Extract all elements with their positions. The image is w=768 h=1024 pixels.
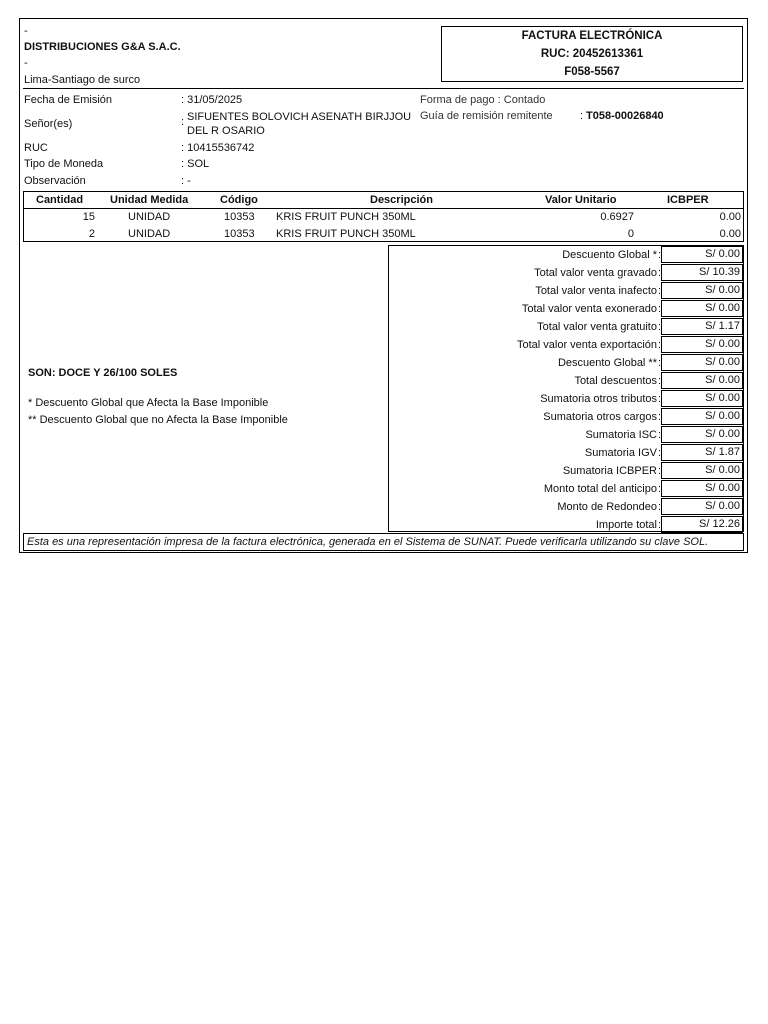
- total-value: S/ 0.00: [661, 480, 743, 497]
- total-colon: :: [657, 483, 661, 495]
- total-row: [389, 300, 743, 318]
- amount-in-words: SON: DOCE Y 26/100 SOLES: [28, 367, 178, 379]
- total-label: Total valor venta gravado: [534, 267, 657, 279]
- document-ruc: RUC: 20452613361: [540, 48, 644, 60]
- total-colon: :: [657, 411, 661, 423]
- total-label: Total valor venta exonerado: [521, 303, 657, 315]
- total-row: [389, 354, 743, 372]
- total-colon: :: [657, 303, 661, 315]
- cell-icbper: 0.00: [719, 211, 741, 223]
- ruc-value: : 10415536742: [181, 142, 255, 154]
- total-row: [389, 390, 743, 408]
- cell-unidad: UNIDAD: [128, 211, 171, 223]
- total-value: S/ 0.00: [661, 498, 743, 515]
- cell-codigo: 10353: [224, 228, 255, 240]
- observacion-label: Observación: [24, 175, 86, 187]
- senor-value-1: SIFUENTES BOLOVICH ASENATH BIRJJOU: [187, 111, 412, 123]
- total-row: [389, 282, 743, 300]
- total-label: Sumatoria IGV: [584, 447, 657, 459]
- total-value: S/ 0.00: [661, 300, 743, 317]
- moneda-value: : SOL: [181, 158, 210, 170]
- header-divider: [23, 88, 744, 89]
- guia-colon: :: [580, 110, 584, 122]
- total-row: [389, 462, 743, 480]
- fecha-value: : 31/05/2025: [181, 94, 243, 106]
- table-row: [24, 209, 743, 226]
- total-colon: :: [657, 357, 661, 369]
- note-descuento-afecta: * Descuento Global que Afecta la Base Imponible: [28, 397, 269, 409]
- total-colon: :: [657, 339, 661, 351]
- total-value: S/ 12.26: [661, 516, 743, 533]
- total-value: S/ 0.00: [661, 372, 743, 389]
- cell-cantidad: 2: [88, 228, 95, 240]
- total-value: S/ 0.00: [661, 354, 743, 371]
- total-value: S/ 1.87: [661, 444, 743, 461]
- items-table: [23, 191, 744, 242]
- total-row: [389, 480, 743, 498]
- total-value: S/ 10.39: [661, 264, 743, 281]
- total-row: [389, 444, 743, 462]
- total-row: [389, 336, 743, 354]
- issuer-line-3: -: [24, 57, 28, 69]
- senor-colon: :: [181, 116, 185, 128]
- total-value: S/ 0.00: [661, 336, 743, 353]
- total-label: Sumatoria ISC: [585, 429, 657, 441]
- total-label: Total valor venta gratuito: [537, 321, 657, 333]
- document-type: FACTURA ELECTRÓNICA: [521, 30, 663, 42]
- header-icbper: ICBPER: [667, 194, 709, 206]
- header-cantidad: Cantidad: [36, 194, 84, 206]
- document-number: F058-5567: [564, 66, 620, 78]
- note-descuento-no-afecta: ** Descuento Global que no Afecta la Base Imponible: [28, 414, 288, 426]
- total-colon: :: [657, 249, 661, 261]
- header-valor: Valor Unitario: [545, 194, 617, 206]
- total-colon: :: [657, 429, 661, 441]
- issuer-line-1: -: [24, 25, 28, 37]
- cell-unidad: UNIDAD: [128, 228, 171, 240]
- total-value: S/ 0.00: [661, 246, 743, 263]
- issuer-name: DISTRIBUCIONES G&A S.A.C.: [24, 41, 181, 53]
- cell-valor: 0: [627, 228, 634, 240]
- forma-pago: Forma de pago : Contado: [420, 94, 546, 106]
- total-label: Sumatoria ICBPER: [562, 465, 657, 477]
- total-label: Descuento Global **: [557, 357, 657, 369]
- total-colon: :: [657, 375, 661, 387]
- cell-cantidad: 15: [82, 211, 95, 223]
- total-label: Descuento Global *: [562, 249, 657, 261]
- moneda-label: Tipo de Moneda: [24, 158, 104, 170]
- senor-label: Señor(es): [24, 118, 73, 130]
- total-colon: :: [657, 447, 661, 459]
- total-label: Monto total del anticipo: [543, 483, 657, 495]
- header-codigo: Código: [220, 194, 258, 206]
- total-colon: :: [657, 285, 661, 297]
- total-label: Monto de Redondeo: [557, 501, 657, 513]
- observacion-value: : -: [181, 175, 191, 187]
- cell-valor: 0.6927: [600, 211, 634, 223]
- total-label: Total valor venta exportación: [516, 339, 657, 351]
- total-colon: :: [657, 321, 661, 333]
- total-value: S/ 0.00: [661, 282, 743, 299]
- total-colon: :: [657, 519, 661, 531]
- total-label: Total descuentos: [574, 375, 657, 387]
- guia-value: T058-00026840: [586, 110, 664, 122]
- header-descripcion: Descripción: [370, 194, 433, 206]
- total-row: [389, 318, 743, 336]
- total-label: Importe total: [595, 519, 657, 531]
- total-row: [389, 264, 743, 282]
- total-value: S/ 0.00: [661, 390, 743, 407]
- total-label: Sumatoria otros cargos: [543, 411, 657, 423]
- cell-descripcion: KRIS FRUIT PUNCH 350ML: [276, 228, 416, 240]
- totals-panel: [388, 245, 744, 532]
- total-row: [389, 408, 743, 426]
- total-row: [389, 372, 743, 390]
- total-colon: :: [657, 501, 661, 513]
- total-row: [389, 516, 743, 534]
- total-colon: :: [657, 393, 661, 405]
- cell-codigo: 10353: [224, 211, 255, 223]
- total-row: [389, 426, 743, 444]
- total-row: [389, 246, 743, 264]
- cell-icbper: 0.00: [719, 228, 741, 240]
- sunat-disclaimer: Esta es una representación impresa de la factura electrónica, generada en el Sistema de SUNAT. Puede verificarla utilizando su clave SOL.: [23, 533, 744, 551]
- guia-label: Guía de remisión remitente: [420, 110, 553, 122]
- cell-descripcion: KRIS FRUIT PUNCH 350ML: [276, 211, 416, 223]
- total-label: Sumatoria otros tributos: [540, 393, 657, 405]
- invoice-frame: [19, 18, 748, 553]
- total-colon: :: [657, 465, 661, 477]
- total-colon: :: [657, 267, 661, 279]
- total-value: S/ 0.00: [661, 408, 743, 425]
- issuer-address: Lima-Santiago de surco: [24, 74, 141, 86]
- total-label: Total valor venta inafecto: [535, 285, 657, 297]
- total-value: S/ 1.17: [661, 318, 743, 335]
- ruc-label: RUC: [24, 142, 48, 154]
- table-row: [24, 226, 743, 243]
- header-unidad: Unidad Medida: [110, 194, 189, 206]
- total-value: S/ 0.00: [661, 426, 743, 443]
- fecha-label: Fecha de Emisión: [24, 94, 113, 106]
- document-id-box: [441, 26, 743, 82]
- total-value: S/ 0.00: [661, 462, 743, 479]
- senor-value-2: DEL R OSARIO: [187, 125, 265, 137]
- total-row: [389, 498, 743, 516]
